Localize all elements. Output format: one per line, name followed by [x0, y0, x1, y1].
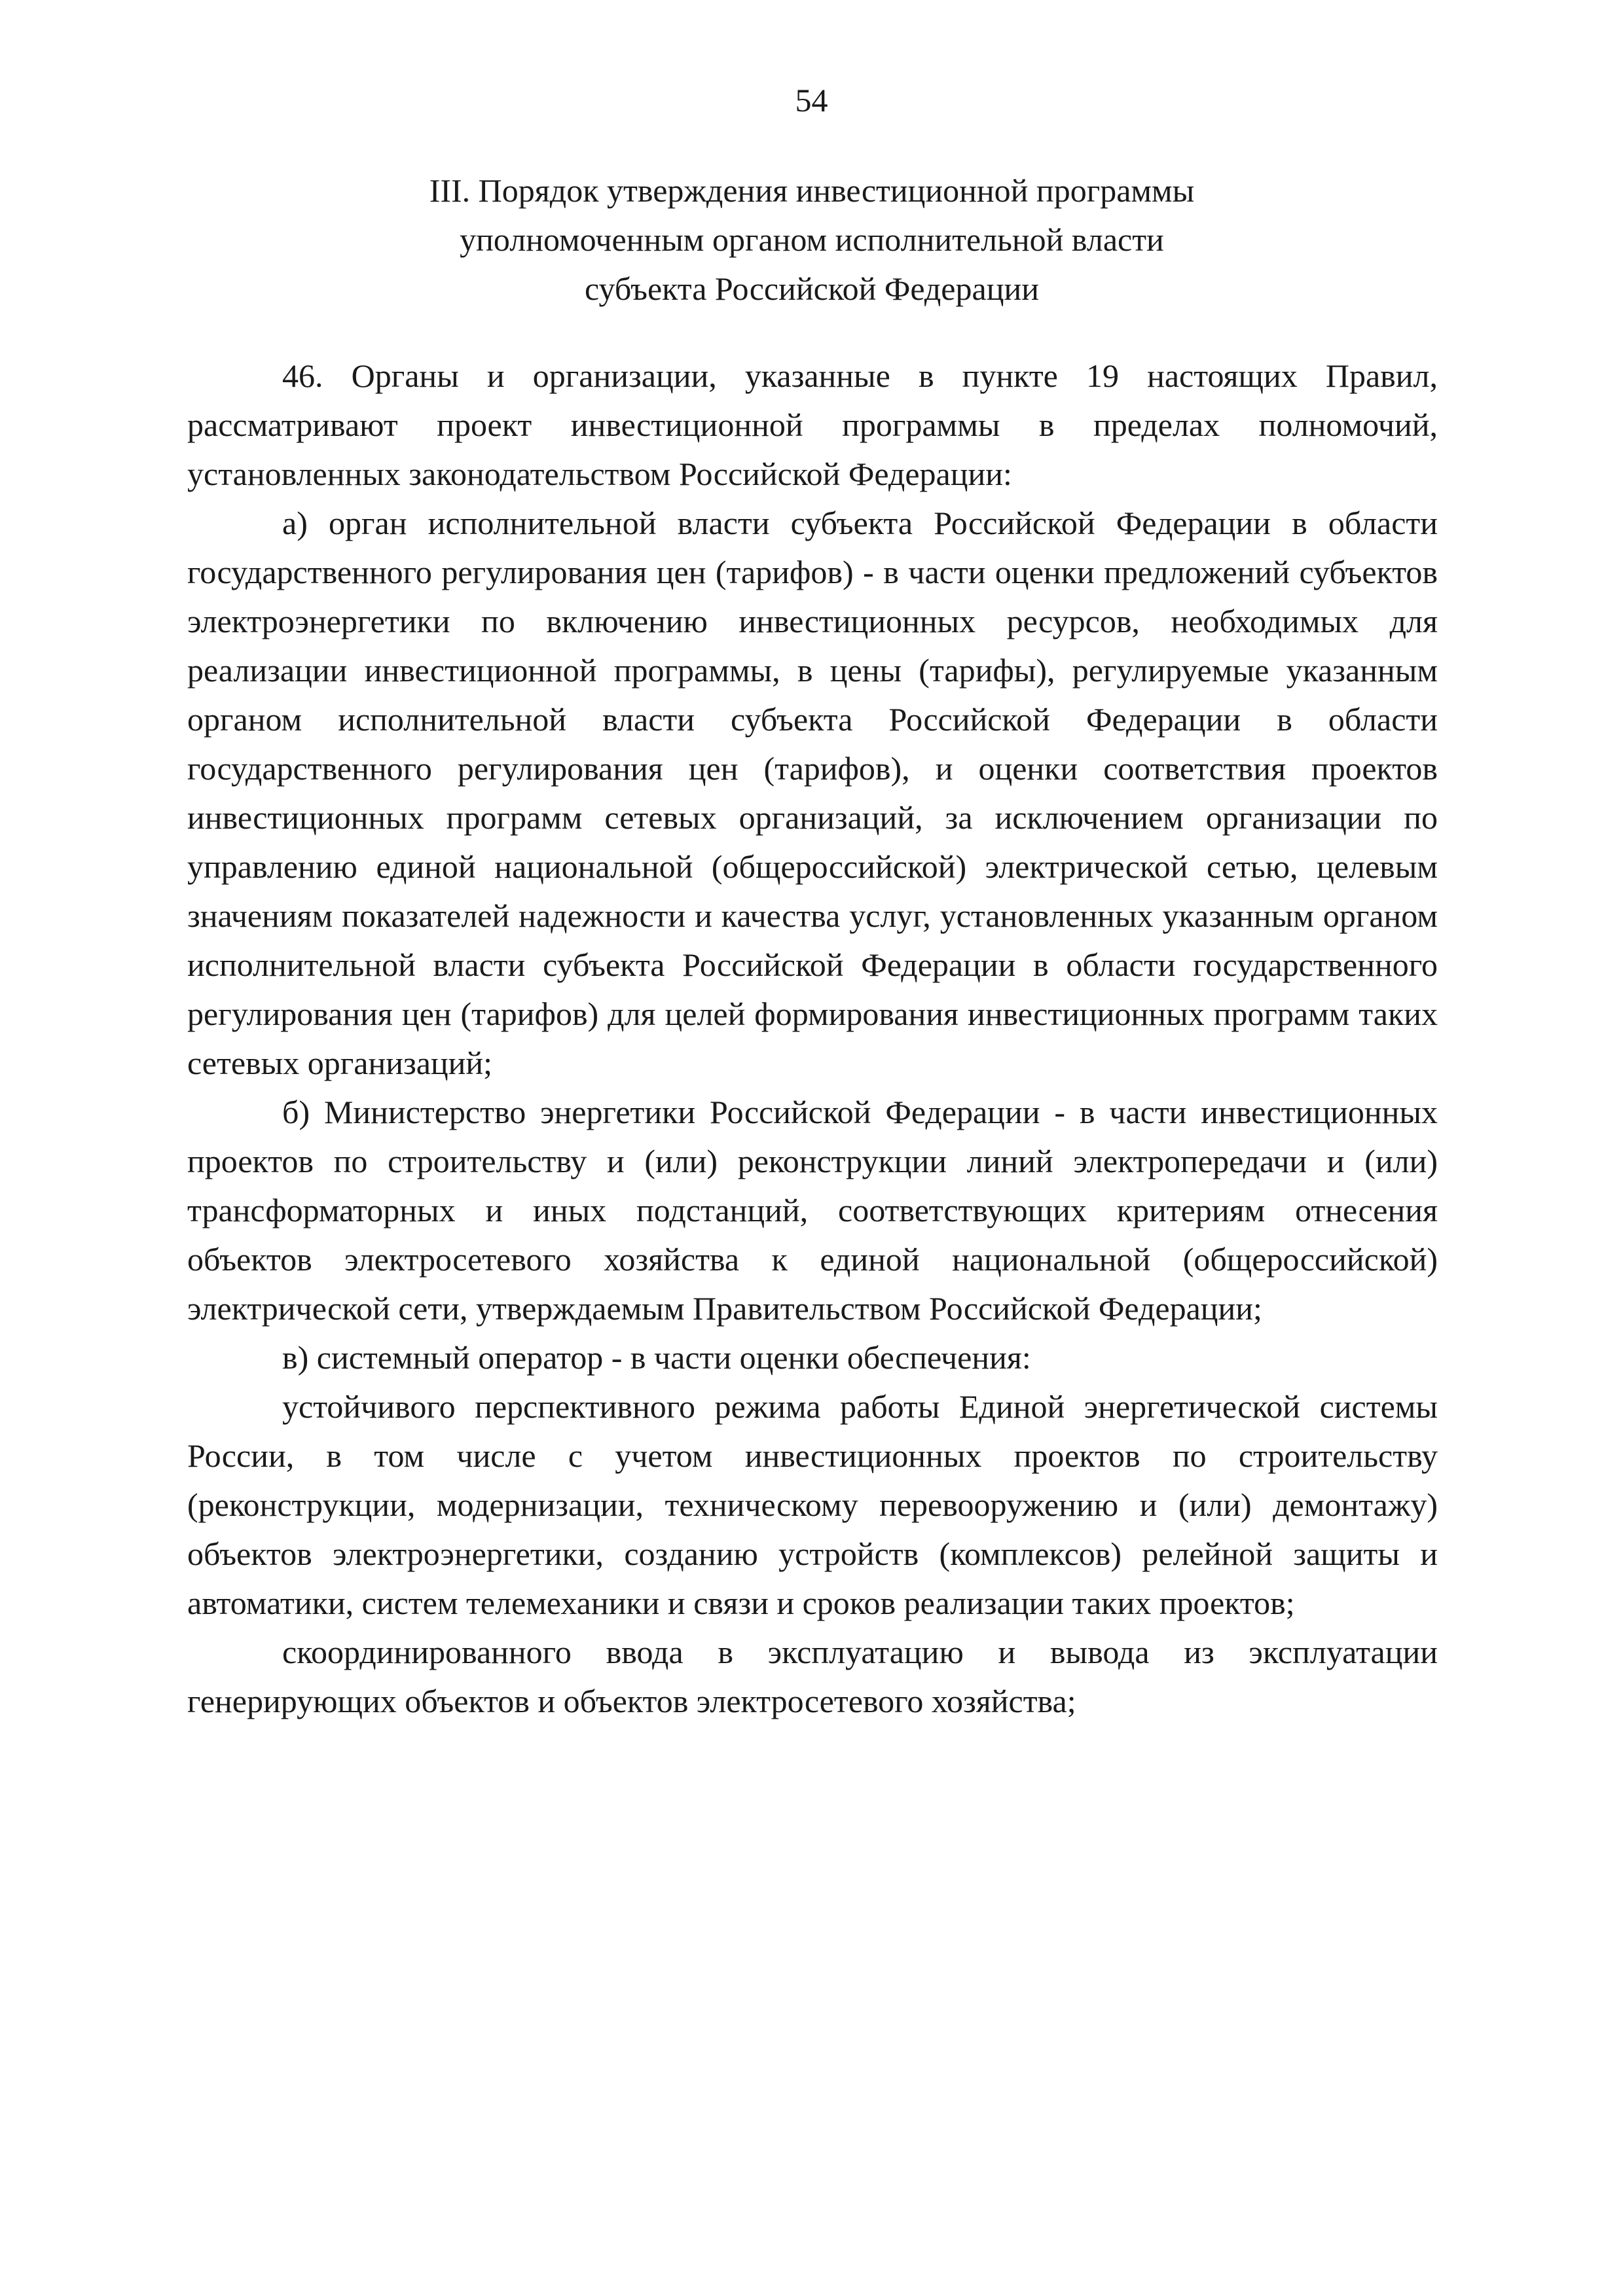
paragraph-46: 46. Органы и организации, указанные в пункте 19 настоящих Правил, рассматривают проект инвестиционной программы в пределах полномочий, установленных законодательством Российской Федерации: [187, 357, 1438, 492]
document-body [187, 351, 1438, 1726]
section-heading-line: субъекта Российской Федерации [585, 270, 1039, 307]
paragraph-stable-regime: устойчивого перспективного режима работы Единой энергетической системы России, в том числе с учетом инвестиционных проектов по строительству (реконструкции, модернизации, техническому перевооружению и (или) демонтажу) объектов электроэнергетики, созданию устройств (комплексов) релейной защиты и автоматики, систем телемеханики и связи и сроков реализации таких проектов; [187, 1388, 1438, 1621]
paragraph-item-v: в) системный оператор - в части оценки обеспечения: [282, 1339, 1031, 1376]
paragraph-item-b: б) Министерство энергетики Российской Федерации - в части инвестиционных проектов по строительству и (или) реконструкции линий электропередачи и (или) трансформаторных и иных подстанций, соответствующих критериям отнесения объектов электросетевого хозяйства к единой национальной (общероссийской) электрической сети, утверждаемым Правительством Российской Федерации; [187, 1094, 1438, 1327]
section-heading-line: уполномоченным органом исполнительной власти [460, 221, 1164, 258]
paragraph-item-a: а) орган исполнительной власти субъекта Российской Федерации в области государственного регулирования цен (тарифов) - в части оценки предложений субъектов электроэнергетики по включению инвестиционных ресурсов, необходимых для реализации инвестиционной программы, в цены (тарифы), регулируемые указанным органом исполнительной власти субъекта Российской Федерации в области государственного регулирования цен (тарифов), и оценки соответствия проектов инвестиционных программ сетевых организаций, за исключением организации по управлению единой национальной (общероссийской) электрической сетью, целевым значениям показателей надежности и качества услуг, установленных указанным органом исполнительной власти субъекта Российской Федерации в области государственного регулирования цен (тарифов) для целей формирования инвестиционных программ таких сетевых организаций; [187, 505, 1438, 1081]
page-number: 54 [795, 82, 828, 118]
paragraph-coordinated-commissioning: скоординированного ввода в эксплуатацию и вывода из эксплуатации генерирующих объектов и объектов электросетевого хозяйства; [187, 1634, 1438, 1719]
section-heading [183, 166, 1440, 314]
section-heading-line: III. Порядок утверждения инвестиционной программы [429, 172, 1195, 209]
